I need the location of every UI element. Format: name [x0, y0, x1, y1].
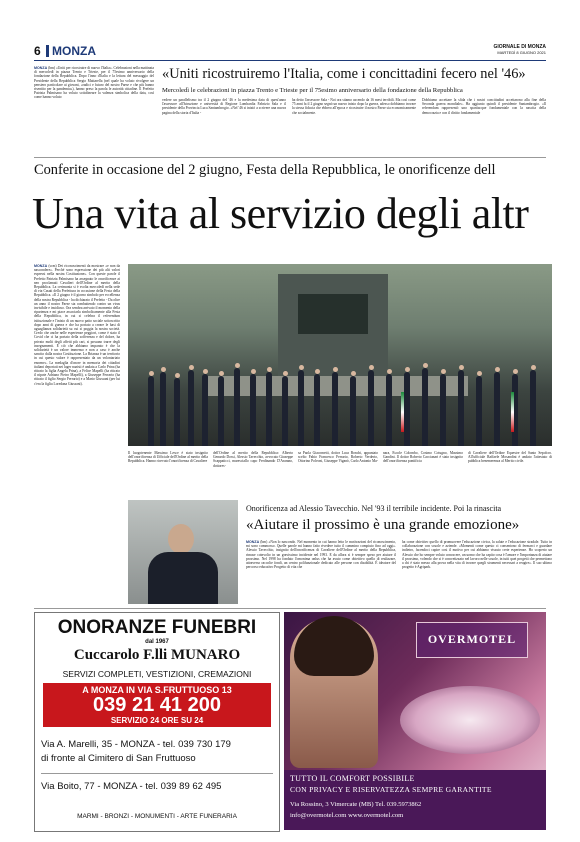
motel-address: Via Rossino, 3 Vimercate (MB) Tel. 039.5973862	[290, 801, 422, 808]
people-row	[128, 264, 552, 446]
sub-kicker: Onorificenza ad Alessio Tavecchio. Nel '93 il terribile incidente. Poi la rinascita	[246, 504, 502, 513]
section-name: MONZA	[52, 44, 96, 58]
portrait-head	[168, 524, 194, 554]
sub-col-2: ha come obiettivo quello di promuovere l'educazione civica, la salute e l'educazione stradale. Tutto in collaborazione con scuole e aziende. «Momenti come questo ci consentono di fermarci e guardare indietro, facendoci capire cosi il motivo per cui abbiamo vissuto certe esperienze. Ho scoperto un Alessio che ho sempre voluto conoscere, un uomo che ha capito cosa è l'amore e l'importanza di aiutare il prossimo, volendo che si è concretizzato nel lavoro nelle scuole, in tutti quei progetti che permettono a chi è stato messo alla prova nella vita di trovare quegli strumenti necessari a reagire». Il suo ultimo progetto è Agripark.	[402, 540, 552, 570]
funeral-since: dal 1967	[145, 639, 169, 645]
top-article-subhead: Mercoledì le celebrazioni in piazza Trento e Trieste per il 75esimo anniversario della fondazione della Repubblica	[162, 87, 463, 94]
main-kicker: Conferite in occasione del 2 giugno, Festa della Repubblica, le onorificenze dell	[34, 162, 496, 178]
page-number: 6	[34, 44, 41, 58]
funeral-address-1-sub: di fronte al Cimitero di San Fruttuoso	[41, 753, 196, 764]
top-article-col4: Dobbiamo accettare la sfida che i nostri concittadini accettarono alla fine della Seconda guerra mondiale». Ha aggiunto quindi il presidente Santambrogio. «Il referendum rappresentò uno spartiacque fondamentale con la nascita della democrazia e con il diritto fondamentale	[422, 98, 546, 115]
portrait-body	[148, 552, 218, 604]
motel-tagline-1: TUTTO IL COMFORT POSSIBILE	[290, 774, 415, 783]
motel-ad[interactable]	[284, 612, 546, 830]
header-rule	[34, 60, 546, 61]
motel-info-band	[284, 770, 546, 830]
caption-col-4: nara, Escole Colombo, Cosimo Cotugno, Massimo Gandini. Il dottor Roberto Caccianari è stato insignito dell'onorificenza pontificia	[383, 451, 463, 464]
top-article-headline: «Uniti ricostruiremo l'Italia, come i concittadini fecero nel '46»	[162, 66, 526, 82]
funeral-title: ONORANZE FUNEBRI	[57, 617, 257, 638]
top-article-col2: vedere un parallelismo tra il 2 giugno del '46 e la medesima data di quest'anno l'assessore all'Istruzione e università di Regione Lombardia Fabrizio Sala e il presidente della Provincia Luca Santambrogio. «Nel '46 si iniziò a scrivere una nuova pagina della storia d'Italia -	[162, 98, 286, 115]
issue-date: MARTEDÌ 8 GIUGNO 2021	[497, 50, 546, 55]
motel-tagline-2: CON PRIVACY E RISERVATEZZA SEMPRE GARANTITE	[290, 785, 492, 794]
motel-logo-badge	[416, 622, 528, 658]
funeral-address-1: Via A. Marelli, 35 - MONZA - tel. 039 730 179	[41, 739, 231, 750]
group-photo	[128, 264, 552, 446]
main-headline: Una vita al servizio degli altr	[32, 189, 529, 238]
caption-col-1: Il luogotenente Massimo Lesce è stato insignito dell'onorificenza di Ufficiale dell'Ordine al merito della Repubblica. Hanno ricevuto l'onorificenza di Cavaliere	[128, 451, 208, 464]
funeral-brand: Cuccarolo F.lli MUNARO	[73, 647, 241, 663]
section-bar	[46, 45, 49, 57]
tricolor-sash	[401, 392, 404, 432]
caption-col-2: dell'Ordine al merito della Repubblica: Alberto Genardo Dossi, Alessio Tavecchio, avvocato Giuseppe Scappaticci, maresciallo capo Ferdinando D'Ararano, dottores-	[213, 451, 293, 468]
top-article-rule	[34, 157, 546, 158]
funeral-box-line3: SERVIZIO 24 ORE SU 24	[110, 716, 204, 725]
motel-logo: OVERMOTEL	[427, 632, 517, 646]
tricolor-sash	[511, 392, 514, 432]
ads-rule	[34, 608, 546, 609]
funeral-services: SERVIZI COMPLETI, VESTIZIONI, CREMAZIONI	[62, 669, 252, 679]
funeral-phone[interactable]: 039 21 41 200	[93, 694, 221, 716]
sub-headline: «Aiutare il prossimo è una grande emozione»	[246, 517, 520, 533]
motel-web[interactable]: info@overmotel.com www.overmotel.com	[290, 812, 404, 819]
funeral-box-line1: A MONZA IN VIA S.FRUTTUOSO 13	[82, 685, 232, 695]
top-article-col3: ha detto l'assessore Sala - Noi ora stiamo uscendo da 16 mesi terribili. Ma così come 75 anni fa il 2 giugno segnò un nuovo inizio dopo la guerra, adesso dobbiamo trovare la stessa fiducia che ebbero all'epoca e ricostruire il nostro Paese sia economicamente che socialmente.	[292, 98, 416, 115]
page-header	[34, 44, 546, 60]
caption-col-3: sa Paola Giacometti, dottor Luca Bonchi, appuntato scelto Fabio Francesco Ferrario, Roberto Verderio, Ottorino Polvoni, Giuseppe Viganò, Carlo Antonio Ma-	[298, 451, 378, 464]
funeral-divider	[41, 773, 273, 774]
funeral-phone-box	[43, 683, 271, 727]
jacuzzi-image	[400, 686, 540, 754]
publication-name: GIORNALE DI MONZA	[493, 44, 546, 50]
main-left-column: MONZA (scm) Dei riconoscimenti da mostrare «e non da nascondere». Perché sono espressione dei più alti valori espressi nella nostra Costituzione». Con queste parole il Prefetto Patrizia Palmisano ha assegnato le onorificenze ai neo proclamati Cavalieri dell'Ordine al merito della Repubblica. La cerimonia si è svolta mercoledì nella sede di via Casati della Prefettura in occasione della Festa della Repubblica. «Il 2 giugno è il giorno simbolo per eccellenza della nostra Repubblica - ha dichiarato il Prefetto - Da oltre un anno il nostro Paese sta combattendo contro un virus invisibile e insidioso. Ora sembra arrivato il momento della ripartenza e mi piace associarla simbolicamente alla Festa della Repubblica, in cui si celebra il referendum istituzionale e l'inizio di un nuovo patto sociale sottoscritto dopo anni di guerra e che ha portato a creare le basi di uguaglianza solidarietà su cui si poggia la nostra società. Credo che anche nelle esperienze peggiori, come è stato il Covid che ci ha portato della sofferenza e del dolore, ha privato molti degli affetti più cari, si possano trarre degli insegnamenti. E ciò che abbiamo imparato è che la solidarietà è un valore immenso e non a caso è anche sancito dalla nostra Costituzione. La Brianza è un territorio in cui questo valore è rappresentato da un volontariato enorme». La medaglia d'onore in memoria dei cittadini italiani deportati nei lager nazisti è andata a Carlo Prina (ha ritirato la figlia Angela Prina), a Felice Mapelli (ha ritirato il nipote Adriano Pietro Mapelli), a Giuseppe Ferrario (ha ritirato il figlio Sergio Ferrario) e a Mario Giussani (per lui c'era la figlia Loredana Giussani).	[34, 264, 120, 386]
funeral-footer: MARMI - BRONZI - MONUMENTI - ARTE FUNERARIA	[77, 813, 237, 820]
portrait-photo	[128, 500, 238, 604]
sub-col-1: MONZA (bm) «Non lo nascondo. Nel momento in cui hanno letto le motivazioni del riconoscimento, mi sono commosso. Quelle parole mi hanno fatto rivedere tutto il cammino compiuto fino ad oggi». Alessio Tavecchio, insignito dell'onorificenza di Cavaliere dell'Ordine al merito della Repubblica, rimase coinvolto in un gravissimo incidente nel 1993. E da allora si è sempre speso per aiutare il prossimo. Nel 1998 ha fondato l'omonima onlus che ha avuto come obiettivo quello di realizzare, attraverso raccolte fondi, un centro polifunzionale dedicato alle persone con disabilità. È ideatore del percorso educativo Progetto di vita che	[246, 540, 396, 570]
caption-col-5: di Cavaliere dell'Ordine Equestre del Santo Sepolcro. All'ufficiale Raffaele Mosandini è andato l'attestato di pubblica benemerenza al Merito civile.	[468, 451, 552, 464]
funeral-ad[interactable]	[34, 612, 280, 832]
funeral-address-2: Via Boito, 77 - MONZA - tel. 039 89 62 495	[41, 781, 222, 792]
top-article-intro: MONZA (bm) «Uniti per ricostruire di nuovo l'Italia». Celebrazioni nella mattinata di mercoledì in piazza Trento e Trieste, per il 75esimo anniversario della fondazione della Repubblica. Dopo l'inno d'Italia e la lettura del messaggio del Presidente della Repubblica Sergio Mattarella (nel quale ha voluto rivolgere un pensiero particolare ai giovani, «radici e futuro del nostro Paese e che più hanno risentito per la pandemia»), hanno preso la parola le autorità cittadine. Il Prefetto Patrizia Palmisano ha voluto sottolineare la valenza simbolica della data, così come hanno voluto	[34, 66, 154, 100]
